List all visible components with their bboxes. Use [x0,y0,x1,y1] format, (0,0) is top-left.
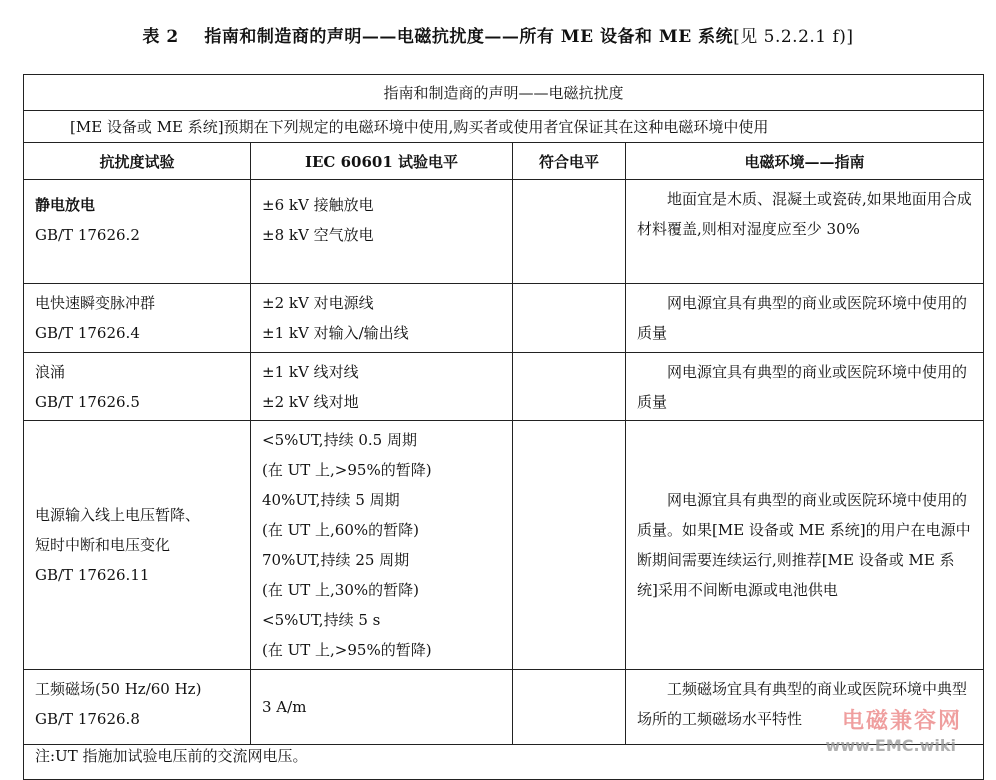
level-line: (在 UT 上,30%的暂降) [262,581,419,599]
compliance-cell [513,284,626,353]
header-test: 抗扰度试验 [24,143,251,180]
test-cell [24,180,251,284]
level-line: ±1 kV 线对线 [262,363,359,381]
immunity-table [23,74,984,780]
table-row [24,353,984,421]
test-standard: GB/T 17626.2 [35,226,140,244]
test-cell [24,421,251,670]
compliance-cell [513,180,626,284]
table-title: 指南和制造商的声明——电磁抗扰度 [24,75,984,111]
test-standard: GB/T 17626.5 [35,393,140,411]
watermark-url: www.EMC.wiki [825,736,956,755]
table-row [24,180,984,284]
compliance-cell [513,421,626,670]
header-level: IEC 60601 试验电平 [251,143,513,180]
guidance-text: 网电源宜具有典型的商业或医院环境中使用的质量。如果[ME 设备或 ME 系统]的用户在电源中断期间需要连续运行,则推荐[ME 设备或 ME 系统]采用不间断电源或电池供电 [637,491,971,599]
level-cell [251,421,513,670]
test-standard: GB/T 17626.4 [35,324,140,342]
header-guidance: 电磁环境——指南 [626,143,984,180]
level-line: (在 UT 上,>95%的暂降) [262,461,432,479]
level-line: ±1 kV 对输入/输出线 [262,324,409,342]
level-line: <5%UT,持续 5 s [262,611,381,629]
level-cell [251,180,513,284]
table-note: 注:UT 指施加试验电压前的交流网电压。 [24,745,984,780]
header-compliance: 符合电平 [513,143,626,180]
test-name: 短时中断和电压变化 [35,536,171,554]
guidance-cell [626,284,984,353]
level-line: ±6 kV 接触放电 [262,196,374,214]
table-row [24,670,984,745]
test-cell [24,284,251,353]
test-cell [24,670,251,745]
table-title-row [24,75,984,111]
test-cell [24,353,251,421]
table-row [24,421,984,670]
watermark-logo-text: 电磁兼容网 [841,709,962,734]
level-line: 3 A/m [262,698,307,716]
caption-label: 表 2 [142,27,179,47]
test-name: 浪涌 [35,363,66,381]
level-line: 70%UT,持续 25 周期 [262,551,410,569]
guidance-text: 网电源宜具有典型的商业或医院环境中使用的质量 [637,363,968,411]
level-line: (在 UT 上,60%的暂降) [262,521,419,539]
table-intro-row [24,111,984,143]
table-intro: [ME 设备或 ME 系统]预期在下列规定的电磁环境中使用,购买者或使用者宜保证其在这种电磁环境中使用 [24,111,984,143]
guidance-cell [626,180,984,284]
table-row [24,284,984,353]
level-line: ±8 kV 空气放电 [262,226,374,244]
test-name: 工频磁场(50 Hz/60 Hz) [35,680,202,698]
level-line: 40%UT,持续 5 周期 [262,491,400,509]
level-line: ±2 kV 对电源线 [262,294,374,312]
test-name: 电源输入线上电压暂降、 [35,506,201,524]
caption-ref: [见 5.2.2.1 f)] [733,27,854,47]
level-line: ±2 kV 线对地 [262,393,359,411]
table-caption [0,22,996,47]
header-row [24,143,984,180]
level-cell [251,353,513,421]
level-cell [251,284,513,353]
test-standard: GB/T 17626.8 [35,710,140,728]
caption-title: 指南和制造商的声明——电磁抗扰度——所有 ME 设备和 ME 系统 [204,27,734,47]
guidance-text: 网电源宜具有典型的商业或医院环境中使用的质量 [637,294,968,342]
compliance-cell [513,670,626,745]
test-name: 静电放电 [35,196,96,214]
test-name: 电快速瞬变脉冲群 [35,294,156,312]
guidance-text: 地面宜是木质、混凝土或瓷砖,如果地面用合成材料覆盖,则相对湿度应至少 30% [637,190,972,238]
compliance-cell [513,353,626,421]
guidance-text: 工频磁场宜具有典型的商业或医院环境中典型场所的工频磁场水平特性 [637,680,968,728]
level-cell [251,670,513,745]
level-line: <5%UT,持续 0.5 周期 [262,431,417,449]
level-line: (在 UT 上,>95%的暂降) [262,641,432,659]
test-standard: GB/T 17626.11 [35,566,150,584]
guidance-cell [626,421,984,670]
guidance-cell [626,353,984,421]
